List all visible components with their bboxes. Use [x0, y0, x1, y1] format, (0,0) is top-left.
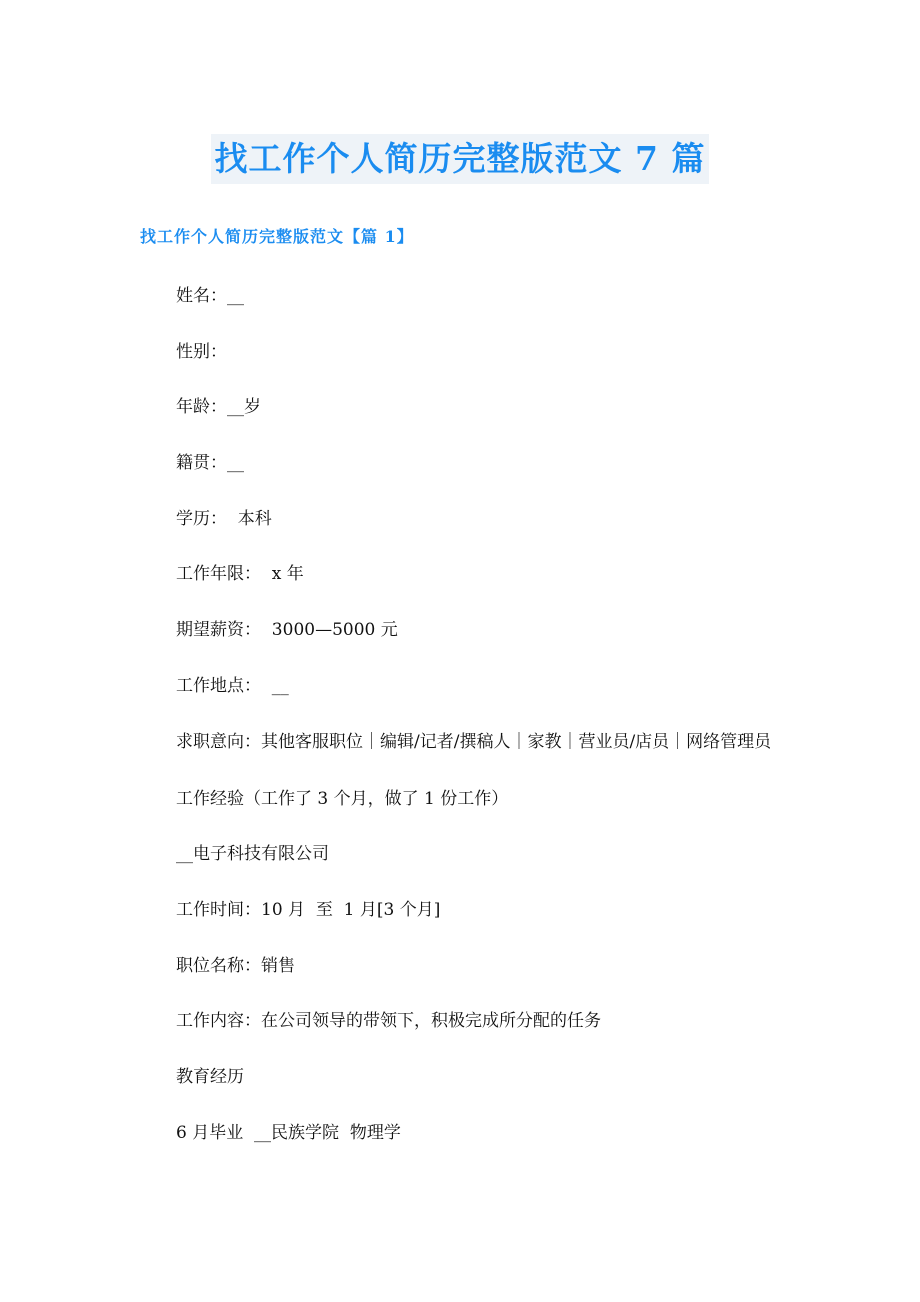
document-title: [0, 134, 920, 186]
company-name: __电子科技有限公司: [176, 844, 329, 865]
field-gender: 性别：: [176, 341, 227, 362]
field-work-location: 工作地点： __: [176, 675, 289, 696]
resume-body: [140, 283, 790, 1175]
field-name: 姓名：__: [176, 286, 244, 306]
field-education-level: 学历： 本科: [176, 508, 272, 529]
field-hometown: 籍贯：__: [176, 453, 244, 474]
job-title: 职位名称：销售: [176, 955, 295, 976]
section-heading: 找工作个人简历完整版范文【篇 1】: [140, 227, 414, 246]
education-heading: 教育经历: [176, 1066, 244, 1087]
field-age: 年龄：__岁: [176, 397, 261, 418]
work-experience-heading: 工作经验（工作了 3 个月，做了 1 份工作）: [176, 788, 509, 809]
job-duties: 工作内容：在公司领导的带领下，积极完成所分配的任务: [176, 1011, 601, 1032]
document-title-text: 找工作个人简历完整版范文 7 篇: [211, 134, 710, 184]
education-entry: 6 月毕业 __民族学院 物理学: [176, 1122, 401, 1143]
work-period: 工作时间：10 月 至 1 月[3 个月]: [176, 899, 441, 920]
field-job-intention: 求职意向：其他客服职位｜编辑/记者/撰稿人｜家教｜营业员/店员｜网络管理员: [176, 731, 772, 752]
field-years-of-work: 工作年限： x 年: [176, 564, 304, 585]
field-expected-salary: 期望薪资： 3000—5000 元: [176, 620, 398, 641]
